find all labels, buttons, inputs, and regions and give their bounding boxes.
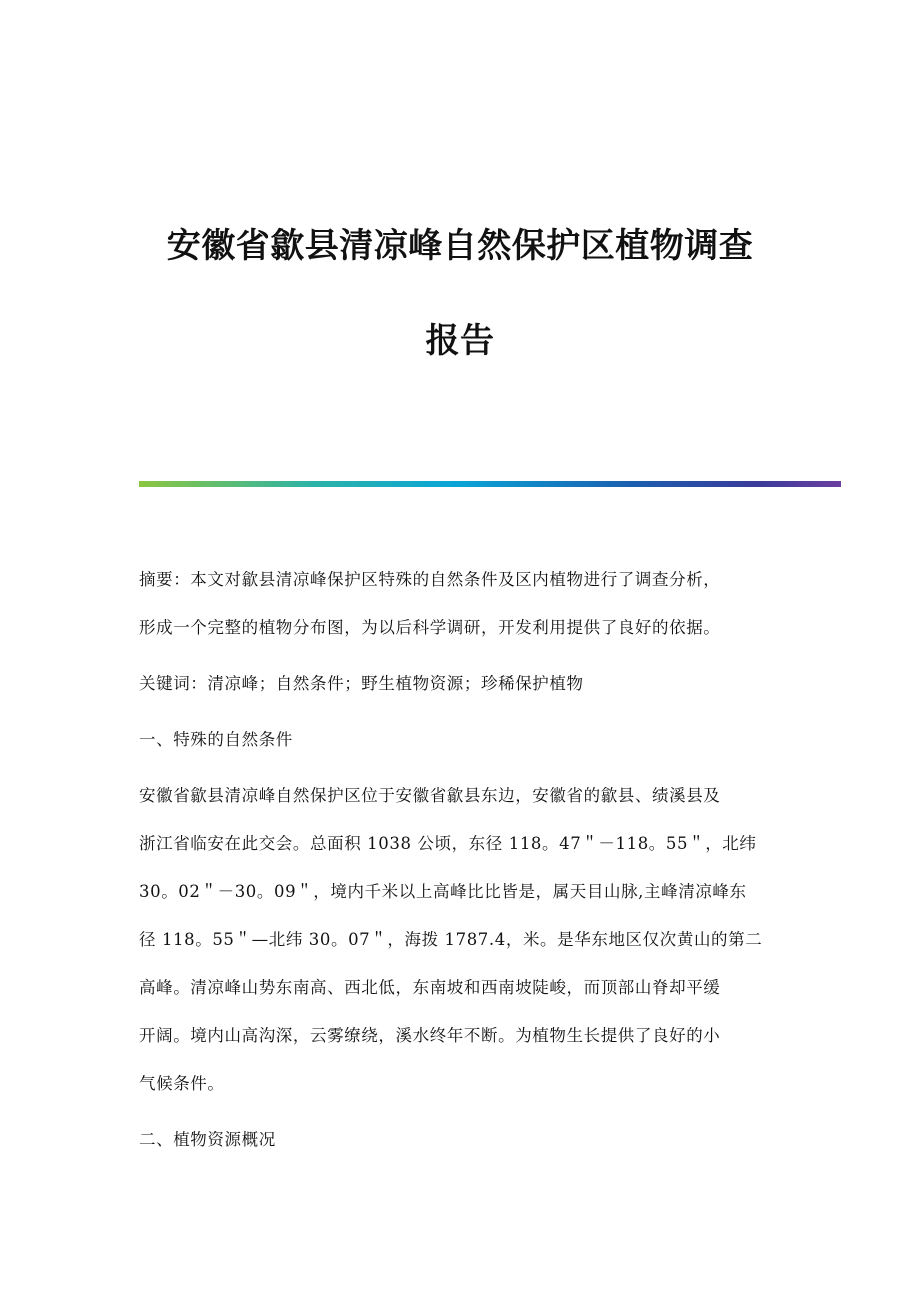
- paragraph-line: 气候条件。: [139, 1074, 225, 1093]
- section-heading-text: 一、特殊的自然条件: [139, 730, 293, 749]
- abstract-line: 摘要：本文对歙县清凉峰保护区特殊的自然条件及区内植物进行了调查分析，: [139, 570, 721, 589]
- section-heading-2: [139, 1116, 784, 1164]
- document-title-line-1: 安徽省歙县清凉峰自然保护区植物调查: [166, 226, 754, 266]
- paragraph-line: 径 118。55＂—北纬 30。07＂，海拨 1787.4，米。是华东地区仅次黄山的第二: [139, 930, 763, 949]
- document-title-line-2: 报告: [425, 321, 495, 361]
- paragraph-line: 开阔。境内山高沟深，云雾缭绕，溪水终年不断。为植物生长提供了良好的小: [139, 1026, 721, 1045]
- keywords-line: 关键词：清凉峰；自然条件；野生植物资源；珍稀保护植物: [139, 674, 584, 693]
- gradient-divider: [139, 481, 841, 487]
- paragraph-line: 30。02＂－30。09＂，境内千米以上高峰比比皆是，属天目山脉,主峰清凉峰东: [139, 882, 747, 901]
- abstract: [139, 556, 784, 652]
- paragraph-line: 安徽省歙县清凉峰自然保护区位于安徽省歙县东边，安徽省的歙县、绩溪县及: [139, 786, 721, 805]
- section-1-paragraph: [139, 772, 784, 1108]
- keywords: [139, 660, 784, 708]
- paragraph-line: 浙江省临安在此交会。总面积 1038 公顷，东径 118。47＂－118。55＂，北纬: [139, 834, 757, 853]
- section-heading-text: 二、植物资源概况: [139, 1130, 276, 1149]
- abstract-line: 形成一个完整的植物分布图，为以后科学调研，开发利用提供了良好的依据。: [139, 618, 721, 637]
- section-heading-1: [139, 716, 784, 764]
- paragraph-line: 高峰。清凉峰山势东南高、西北低，东南坡和西南坡陡峻，而顶部山脊却平缓: [139, 978, 721, 997]
